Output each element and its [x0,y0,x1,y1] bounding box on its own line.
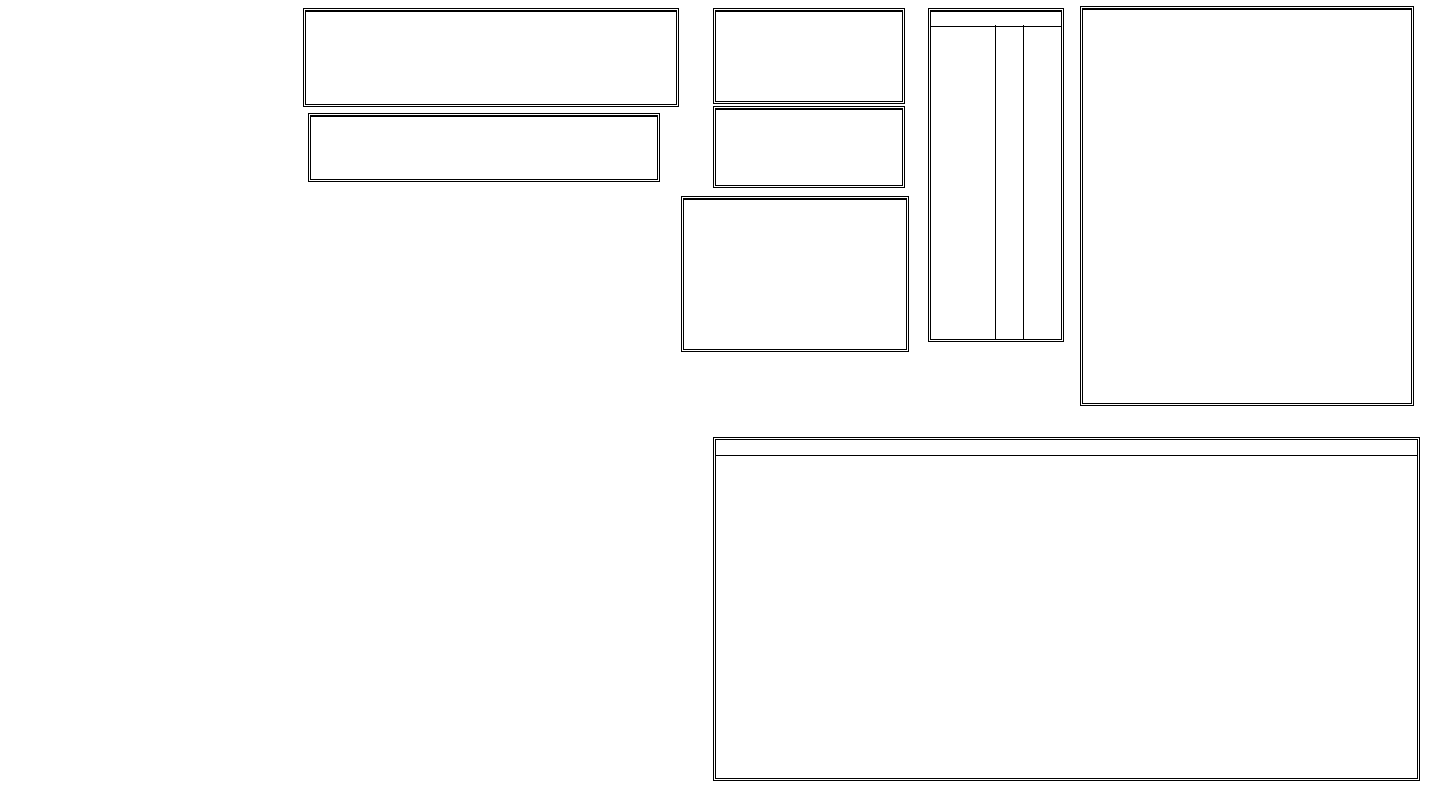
lunar-phases-table [303,8,679,107]
column-divider [1023,25,1024,339]
planet-table-header [716,440,1417,456]
elements-title [716,11,902,12]
modes-title [716,109,902,110]
lunar-mansions-table [1082,8,1412,404]
elements-chart [713,8,905,104]
planet-hours-table [928,8,1064,342]
planet-table [713,437,1420,781]
modes-chart [713,106,905,188]
rays-chart [681,196,909,352]
planet-hours-header [931,12,1061,27]
eclipses-title [311,116,657,117]
eclipses-table [308,113,660,182]
column-divider [995,25,996,339]
rays-title [684,199,906,200]
lunar-mansions-title [1083,9,1411,10]
lunar-phases-title [306,11,676,12]
